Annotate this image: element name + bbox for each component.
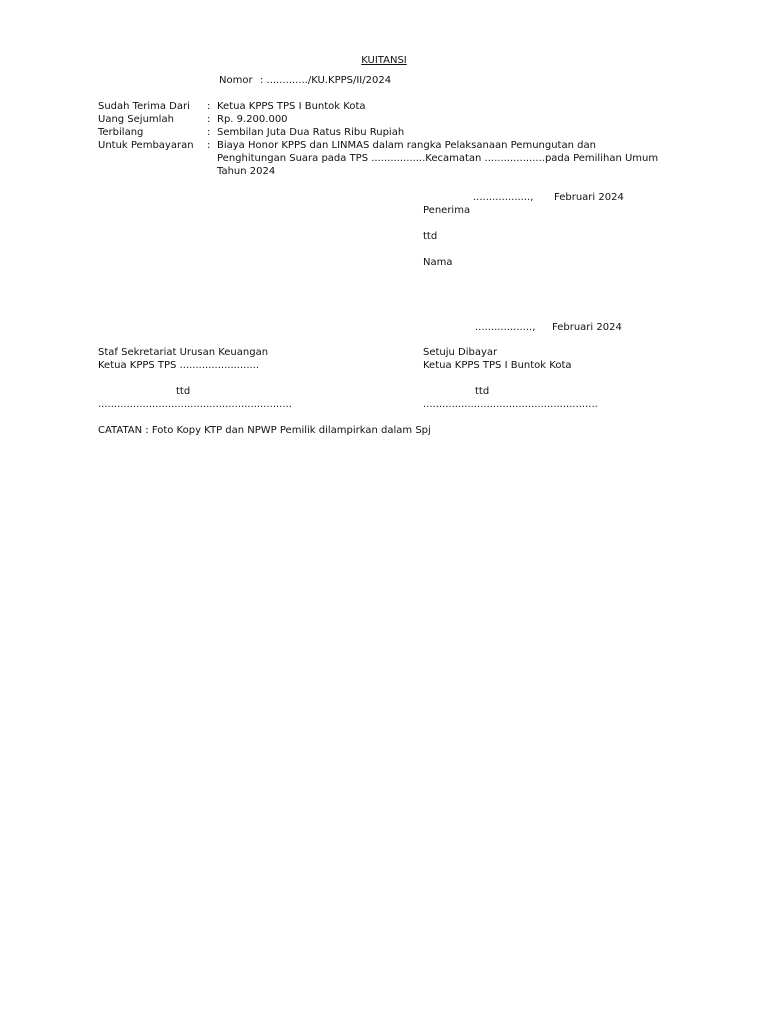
row-value-purpose-line-1: Biaya Honor KPPS dan LINMAS dalam rangka Pelaksanaan Pemungutan dan [217, 140, 596, 151]
row-colon: : [207, 140, 211, 151]
row-label-purpose: Untuk Pembayaran [98, 140, 194, 151]
row-colon: : [207, 101, 211, 112]
receiver-date-month: Februari 2024 [554, 192, 624, 203]
right-sign-name-line: ....................................................... [423, 399, 598, 410]
row-value-purpose-line-2: Penghitungan Suara pada TPS .................Kecamatan ...................pada Pemilihan Umum [217, 153, 659, 164]
row-label-received-from: Sudah Terima Dari [98, 101, 190, 112]
row-value-purpose-line-3: Tahun 2024 [217, 166, 276, 177]
row-colon: : [207, 127, 211, 138]
row-colon: : [207, 114, 211, 125]
right-sign-signature: ttd [475, 386, 490, 397]
left-sign-position: Ketua KPPS TPS ......................... [98, 360, 260, 371]
row-label-in-words: Terbilang [98, 127, 144, 138]
left-sign-signature: ttd [176, 386, 191, 397]
row-value-amount: Rp. 9.200.000 [217, 114, 288, 125]
row-value-in-words: Sembilan Juta Dua Ratus Ribu Rupiah [217, 127, 405, 138]
receiver-name: Nama [423, 257, 453, 268]
right-sign-title: Setuju Dibayar [423, 347, 498, 358]
row-value-received-from: Ketua KPPS TPS I Buntok Kota [217, 101, 366, 112]
right-sign-position: Ketua KPPS TPS I Buntok Kota [423, 360, 572, 371]
nomor-label: Nomor [219, 75, 253, 86]
approval-date-month: Februari 2024 [552, 322, 622, 333]
nomor-value: : ............./KU.KPPS/II/2024 [260, 75, 392, 86]
receiver-date-place: .................., [473, 192, 534, 203]
row-label-amount: Uang Sejumlah [98, 114, 174, 125]
left-sign-title: Staf Sekretariat Urusan Keuangan [98, 347, 269, 358]
note-text: CATATAN : Foto Kopy KTP dan NPWP Pemilik dilampirkan dalam Spj [98, 425, 431, 436]
receiver-role: Penerima [423, 205, 471, 216]
left-sign-name-line: ............................................................. [98, 399, 292, 410]
page-title: KUITANSI [361, 55, 407, 66]
approval-date-place: .................., [475, 322, 536, 333]
receiver-signature: ttd [423, 231, 438, 242]
